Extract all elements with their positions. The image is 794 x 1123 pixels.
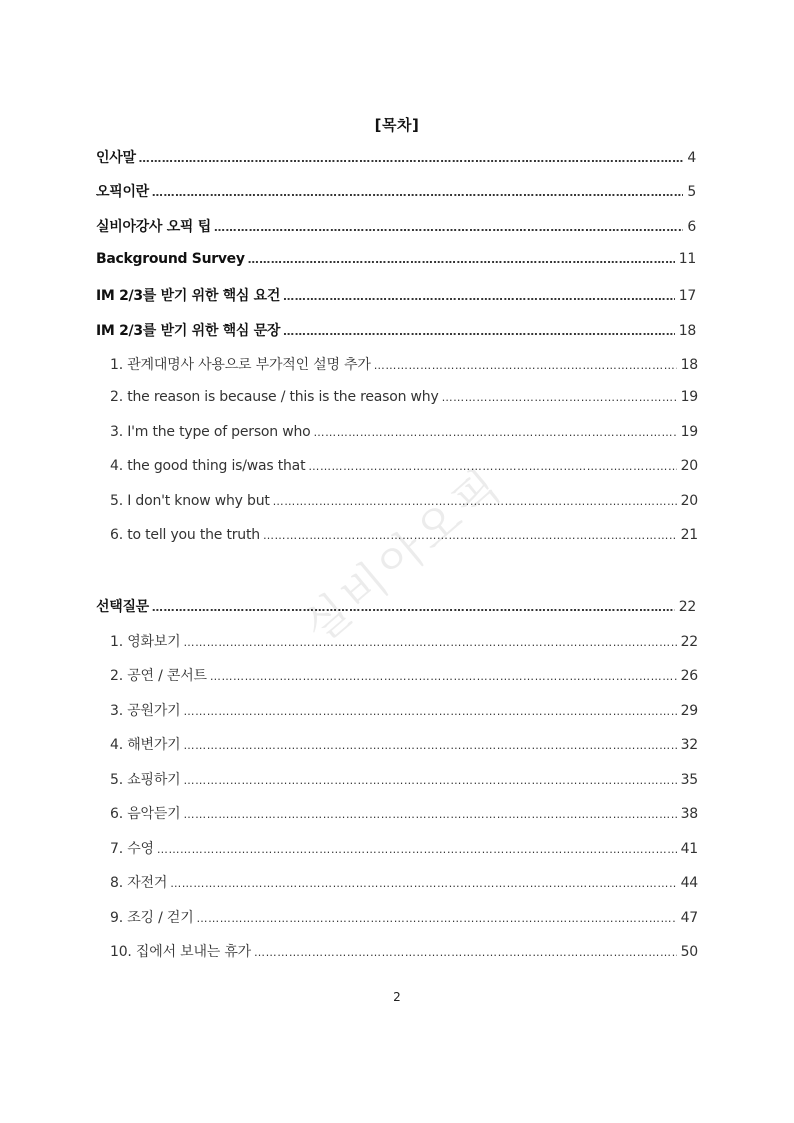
page-number: 2: [393, 990, 401, 1004]
toc-entry-label: 6. 음악듣기: [110, 806, 181, 822]
toc-entry-label: 3. 공원가기: [110, 703, 181, 719]
dot-leader: [273, 495, 677, 508]
toc-subentry[interactable]: [110, 389, 698, 411]
toc-entry-background-survey[interactable]: [96, 251, 696, 273]
toc-entry-label: 5. I don't know why but: [110, 493, 270, 509]
toc-entry-label: 8. 자전거: [110, 875, 168, 891]
toc-entry-label: 4. 해변가기: [110, 737, 181, 753]
toc-entry-tips[interactable]: [96, 216, 696, 238]
dot-leader: [157, 843, 677, 856]
toc-entry-page: 4: [687, 150, 696, 166]
toc-entry-page: 41: [680, 841, 698, 857]
toc-entry-page: 32: [680, 737, 698, 753]
toc-subentry[interactable]: [110, 803, 698, 825]
toc-entry-page: 5: [687, 184, 696, 200]
toc-entry-page: 29: [680, 703, 698, 719]
toc-entry-label: 2. the reason is because / this is the reason why: [110, 389, 439, 405]
dot-leader: [184, 705, 677, 718]
toc-entry-page: 20: [680, 458, 698, 474]
dot-leader: [184, 636, 677, 649]
toc-entry-page: 21: [680, 527, 698, 543]
toc-entry-opic-intro[interactable]: [96, 181, 696, 203]
toc-entry-label: 오픽이란: [96, 184, 149, 200]
toc-subentry[interactable]: [110, 458, 698, 480]
toc-entry-greeting[interactable]: [96, 147, 696, 169]
toc-entry-label: 선택질문: [96, 599, 149, 615]
dot-leader: [152, 601, 675, 614]
dot-leader: [184, 739, 677, 752]
toc-subentry[interactable]: [110, 700, 698, 722]
toc-subentry[interactable]: [110, 493, 698, 515]
toc-entry-page: 50: [680, 944, 698, 960]
dot-leader: [210, 670, 677, 683]
toc-entry-page: 38: [680, 806, 698, 822]
toc-subentry[interactable]: [110, 665, 698, 687]
toc-entry-page: 44: [680, 875, 698, 891]
toc-entry-page: 17: [678, 288, 696, 304]
toc-entry-page: 22: [678, 599, 696, 615]
toc-subentry[interactable]: [110, 941, 698, 963]
toc-subentry[interactable]: [110, 872, 698, 894]
toc-entry-key-sentences[interactable]: [96, 320, 696, 342]
toc-entry-page: 47: [680, 910, 698, 926]
toc-entry-label: 5. 쇼핑하기: [110, 772, 181, 788]
toc-subentry[interactable]: [110, 769, 698, 791]
dot-leader: [374, 359, 677, 372]
dot-leader: [197, 912, 677, 925]
toc-title: [목차]: [374, 116, 420, 134]
dot-leader: [283, 325, 675, 338]
toc-entry-label: 인사말: [96, 150, 136, 166]
toc-entry-label: 7. 수영: [110, 841, 154, 857]
toc-entry-page: 18: [680, 357, 698, 373]
toc-entry-label: 4. the good thing is/was that: [110, 458, 306, 474]
dot-leader: [248, 253, 675, 266]
toc-subentry[interactable]: [110, 631, 698, 653]
toc-entry-key-requirements[interactable]: [96, 285, 696, 307]
toc-subentry[interactable]: [110, 734, 698, 756]
toc-entry-label: 실비아강사 오픽 팁: [96, 219, 211, 235]
toc-entry-page: 35: [680, 772, 698, 788]
toc-entry-label: 9. 조깅 / 걷기: [110, 910, 194, 926]
dot-leader: [184, 774, 677, 787]
toc-entry-label: IM 2/3를 받기 위한 핵심 문장: [96, 323, 281, 339]
toc-entry-page: 19: [680, 424, 698, 440]
toc-entry-label: Background Survey: [96, 251, 245, 267]
toc-subentry[interactable]: [110, 527, 698, 549]
toc-entry-page: 18: [678, 323, 696, 339]
dot-leader: [214, 221, 683, 234]
toc-entry-label: 10. 집에서 보내는 휴가: [110, 944, 252, 960]
toc-entry-optional-questions[interactable]: [96, 596, 696, 618]
toc-entry-page: 6: [687, 219, 696, 235]
dot-leader: [283, 290, 675, 303]
dot-leader: [152, 186, 683, 199]
watermark: 실비아오픽: [292, 456, 514, 654]
toc-subentry[interactable]: [110, 907, 698, 929]
toc-entry-label: 1. 영화보기: [110, 634, 181, 650]
toc-entry-page: 26: [680, 668, 698, 684]
toc-entry-label: IM 2/3를 받기 위한 핵심 요건: [96, 288, 281, 304]
dot-leader: [442, 391, 677, 404]
dot-leader: [170, 877, 676, 890]
toc-entry-label: 6. to tell you the truth: [110, 527, 260, 543]
dot-leader: [139, 152, 684, 165]
dot-leader: [184, 808, 677, 821]
toc-entry-page: 11: [678, 251, 696, 267]
dot-leader: [263, 529, 677, 542]
toc-entry-label: 1. 관계대명사 사용으로 부가적인 설명 추가: [110, 357, 371, 373]
toc-entry-label: 3. I'm the type of person who: [110, 424, 311, 440]
toc-subentry[interactable]: [110, 424, 698, 446]
toc-entry-label: 2. 공연 / 콘서트: [110, 668, 207, 684]
toc-subentry[interactable]: [110, 354, 698, 376]
toc-subentry[interactable]: [110, 838, 698, 860]
toc-entry-page: 19: [680, 389, 698, 405]
dot-leader: [308, 460, 676, 473]
toc-entry-page: 20: [680, 493, 698, 509]
toc-entry-page: 22: [680, 634, 698, 650]
dot-leader: [314, 426, 677, 439]
dot-leader: [254, 946, 677, 959]
